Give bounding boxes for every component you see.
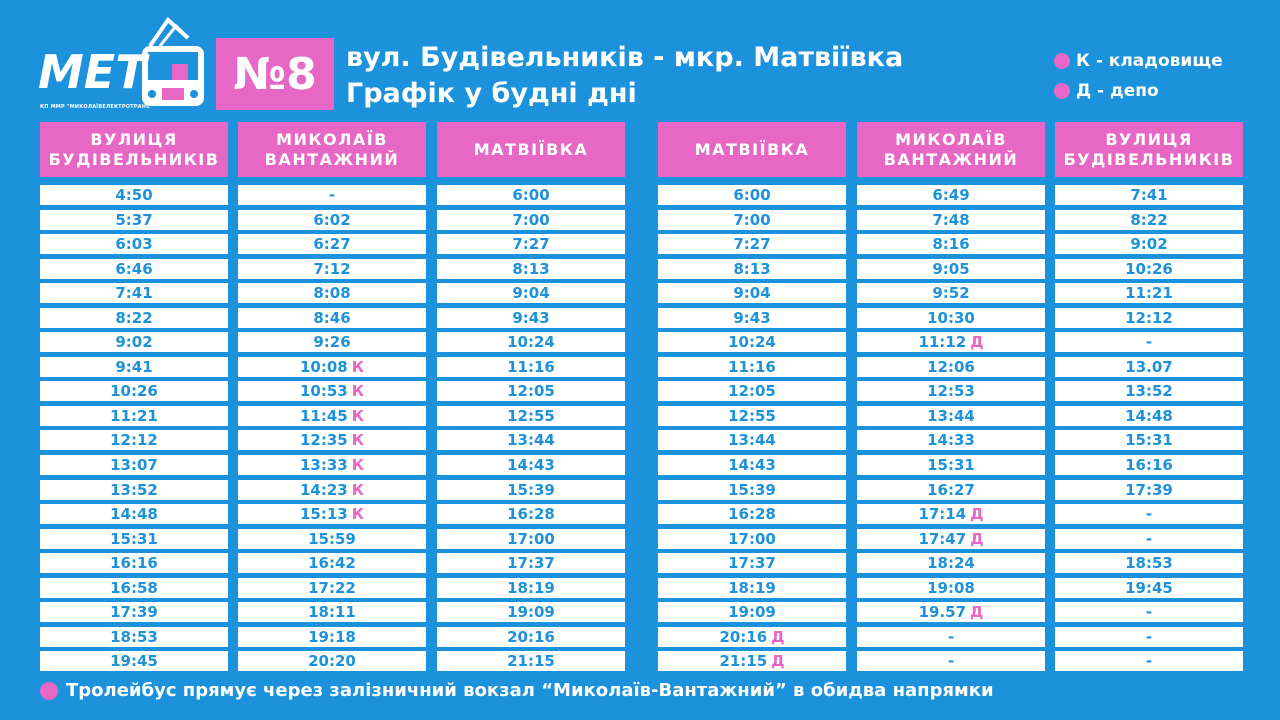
departure-time: 16:42: [308, 554, 356, 573]
time-cell: [1055, 357, 1243, 377]
legend-text: Д - депо: [1076, 81, 1159, 101]
departure-time: 12:05: [507, 382, 555, 401]
departure-time: -: [328, 186, 336, 204]
time-cell: [40, 357, 228, 377]
departure-time: 8:16: [932, 235, 970, 254]
departure-time: 15:59: [308, 529, 356, 548]
time-cell: [437, 602, 625, 622]
time-cell: [1055, 185, 1243, 205]
departure-time: 11:21: [110, 406, 158, 425]
time-cell: [40, 627, 228, 647]
schedule-column: [658, 122, 846, 676]
departure-time: 18:53: [1125, 554, 1173, 573]
departure-time: 17:00: [728, 529, 776, 548]
time-cell: [40, 381, 228, 401]
departure-time: 6:03: [115, 235, 153, 254]
route-title: [346, 40, 903, 112]
time-cell: [437, 357, 625, 377]
time-cell: [658, 357, 846, 377]
departure-time: 7:48: [932, 210, 970, 229]
departure-time: 18:19: [728, 578, 776, 597]
time-cell: [238, 283, 426, 303]
departure-time: -: [1145, 505, 1153, 524]
terminus-mark: К: [351, 505, 364, 524]
time-cell: [238, 185, 426, 205]
column-header: [238, 122, 426, 177]
schedule-type: Графік у будні дні: [346, 78, 637, 109]
departure-time: 11:12: [918, 333, 967, 352]
departure-time: 15:39: [507, 480, 555, 499]
time-cell: [1055, 455, 1243, 475]
legend-item-cemetery: [1054, 46, 1223, 76]
terminus-mark: Д: [970, 333, 984, 352]
departure-time: -: [1145, 627, 1153, 646]
departure-time: 19:09: [507, 603, 555, 622]
departure-time: 14:23: [299, 480, 348, 499]
time-cell: [40, 210, 228, 230]
departure-time: 8:13: [733, 259, 771, 278]
time-cell: [437, 185, 625, 205]
departure-time: 10:24: [507, 333, 555, 352]
departure-time: 14:33: [927, 431, 975, 450]
departure-time: 15:31: [1125, 431, 1173, 450]
column-header-line: БУДІВЕЛЬНИКІВ: [1063, 149, 1235, 169]
time-cell: [658, 283, 846, 303]
departure-time: 16:28: [728, 505, 776, 524]
column-header-line: МАТВІЇВКА: [694, 139, 810, 159]
time-cell: [238, 406, 426, 426]
departure-time: 13:52: [1125, 382, 1173, 401]
departure-time: 17:47: [918, 529, 967, 548]
departure-time: 12:12: [110, 431, 158, 450]
pink-dot-icon: [1054, 83, 1070, 99]
departure-time: 9:41: [115, 357, 153, 376]
departure-time: -: [947, 652, 955, 671]
time-cell: [437, 210, 625, 230]
schedule-column: [1055, 122, 1243, 676]
time-cell: [1055, 480, 1243, 500]
time-cell: [658, 332, 846, 352]
departure-time: 9:43: [512, 308, 550, 327]
departure-time: 6:49: [932, 186, 970, 204]
route-name: вул. Будівельників - мкр. Матвіївка: [346, 42, 904, 73]
time-cell: [437, 627, 625, 647]
departure-time: 10:26: [110, 382, 158, 401]
time-cell: [1055, 406, 1243, 426]
departure-time: 19:45: [110, 652, 158, 671]
column-header-line: ВУЛИЦЯ: [90, 129, 178, 149]
departure-time: 18:24: [927, 554, 975, 573]
departure-time: 7:12: [313, 259, 351, 278]
time-cell: [437, 430, 625, 450]
departure-time: 12:35: [299, 431, 348, 450]
logo-subtext: КП ММР "МИКОЛАЇВЕЛЕКТРОТРАНС": [40, 104, 153, 110]
departure-time: 12:06: [927, 357, 975, 376]
departure-time: 10:53: [299, 382, 348, 401]
departure-time: 13:44: [728, 431, 776, 450]
departure-time: 17:00: [507, 529, 555, 548]
time-cell: [40, 455, 228, 475]
time-cell: [437, 480, 625, 500]
terminus-mark: Д: [970, 529, 984, 548]
time-cell: [658, 651, 846, 671]
time-cell: [658, 406, 846, 426]
time-cell: [1055, 602, 1243, 622]
departure-time: 8:13: [512, 259, 550, 278]
column-header: [437, 122, 625, 177]
time-cell: [238, 381, 426, 401]
time-cell: [658, 234, 846, 254]
time-cell: [238, 332, 426, 352]
departure-time: 10:30: [927, 308, 975, 327]
column-header: [658, 122, 846, 177]
departure-time: -: [1145, 603, 1153, 622]
departure-time: 21:15: [507, 652, 555, 671]
time-cell: [238, 210, 426, 230]
departure-time: 13:44: [507, 431, 555, 450]
time-cell: [437, 406, 625, 426]
departure-time: 7:00: [512, 210, 550, 229]
footer-note: [40, 680, 994, 701]
departure-time: 15:31: [110, 529, 158, 548]
time-cell: [437, 332, 625, 352]
time-cell: [658, 259, 846, 279]
departure-time: 21:15: [719, 652, 768, 671]
terminus-mark: К: [351, 456, 364, 475]
time-cell: [238, 627, 426, 647]
departure-time: 11:45: [299, 406, 348, 425]
column-header: [857, 122, 1045, 177]
time-cell: [40, 480, 228, 500]
departure-time: 8:22: [1130, 210, 1168, 229]
time-cell: [238, 259, 426, 279]
terminus-mark: К: [351, 480, 364, 499]
time-cell: [857, 627, 1045, 647]
time-cell: [238, 529, 426, 549]
departure-time: 13.07: [1125, 357, 1173, 376]
schedule-column: [40, 122, 228, 676]
departure-time: 9:02: [115, 333, 153, 352]
departure-time: 20:16: [719, 627, 768, 646]
time-cell: [857, 430, 1045, 450]
time-cell: [658, 455, 846, 475]
departure-time: 14:48: [1125, 406, 1173, 425]
schedule-column: [238, 122, 426, 676]
time-cell: [437, 504, 625, 524]
time-cell: [1055, 578, 1243, 598]
time-cell: [1055, 504, 1243, 524]
departure-time: 17:37: [507, 554, 555, 573]
terminus-mark: К: [351, 406, 364, 425]
time-cell: [40, 185, 228, 205]
terminus-mark: Д: [771, 627, 785, 646]
time-cell: [658, 529, 846, 549]
time-cell: [40, 259, 228, 279]
time-cell: [658, 578, 846, 598]
time-cell: [857, 406, 1045, 426]
departure-time: 11:21: [1125, 284, 1173, 303]
time-cell: [658, 602, 846, 622]
legend-item-depot: [1054, 76, 1223, 106]
departure-time: 7:27: [512, 235, 550, 254]
departure-time: 9:05: [932, 259, 970, 278]
logo-letters: МЕТ: [38, 45, 147, 99]
column-header-line: ВАНТАЖНИЙ: [264, 149, 400, 169]
departure-time: 9:52: [932, 284, 970, 303]
departure-time: 16:27: [927, 480, 975, 499]
time-cell: [658, 210, 846, 230]
departure-time: 12:55: [728, 406, 776, 425]
time-cell: [857, 504, 1045, 524]
departure-time: 7:27: [733, 235, 771, 254]
time-cell: [40, 529, 228, 549]
time-cell: [40, 504, 228, 524]
departure-time: 17:14: [918, 505, 967, 524]
time-cell: [238, 553, 426, 573]
departure-time: 19.57: [918, 603, 967, 622]
terminus-mark: Д: [970, 505, 984, 524]
time-cell: [40, 602, 228, 622]
departure-time: 13:33: [299, 456, 348, 475]
schedule-column: [437, 122, 625, 676]
departure-time: -: [947, 627, 955, 646]
departure-time: 19:45: [1125, 578, 1173, 597]
departure-time: 19:09: [728, 603, 776, 622]
met-logo: [36, 6, 206, 110]
legend-text: К - кладовище: [1076, 51, 1223, 71]
departure-time: 6:00: [733, 186, 771, 204]
time-cell: [238, 234, 426, 254]
time-cell: [238, 455, 426, 475]
departure-time: 11:16: [507, 357, 555, 376]
departure-time: 6:27: [313, 235, 351, 254]
time-cell: [40, 234, 228, 254]
departure-time: 12:12: [1125, 308, 1173, 327]
departure-time: 6:02: [313, 210, 351, 229]
departure-time: 18:11: [308, 603, 356, 622]
departure-time: 18:19: [507, 578, 555, 597]
time-cell: [437, 529, 625, 549]
terminus-mark: Д: [970, 603, 984, 622]
time-cell: [658, 480, 846, 500]
time-cell: [857, 185, 1045, 205]
departure-time: -: [1145, 652, 1153, 671]
departure-time: 16:16: [110, 554, 158, 573]
departure-time: 14:43: [507, 456, 555, 475]
departure-time: 15:13: [299, 505, 348, 524]
time-cell: [857, 480, 1045, 500]
departure-time: 19:18: [308, 627, 356, 646]
time-cell: [40, 553, 228, 573]
time-cell: [1055, 651, 1243, 671]
departure-time: 7:41: [1130, 186, 1168, 204]
departure-time: 4:50: [115, 186, 153, 204]
time-cell: [238, 602, 426, 622]
time-cell: [40, 651, 228, 671]
time-cell: [1055, 627, 1243, 647]
departure-time: 9:43: [733, 308, 771, 327]
terminus-mark: К: [351, 431, 364, 450]
time-cell: [658, 430, 846, 450]
time-cell: [437, 455, 625, 475]
departure-time: 15:31: [927, 456, 975, 475]
time-cell: [238, 357, 426, 377]
time-cell: [658, 627, 846, 647]
departure-time: 17:37: [728, 554, 776, 573]
departure-time: 13:07: [110, 456, 158, 475]
time-cell: [857, 578, 1045, 598]
pink-dot-icon: [40, 682, 58, 700]
column-header-line: МАТВІЇВКА: [473, 139, 589, 159]
time-cell: [1055, 234, 1243, 254]
departure-time: 9:04: [512, 284, 550, 303]
departure-time: 11:16: [728, 357, 776, 376]
departure-time: 10:08: [299, 357, 348, 376]
time-cell: [1055, 283, 1243, 303]
time-cell: [1055, 259, 1243, 279]
time-cell: [857, 381, 1045, 401]
time-cell: [857, 283, 1045, 303]
time-cell: [857, 602, 1045, 622]
time-cell: [1055, 332, 1243, 352]
time-cell: [238, 480, 426, 500]
departure-time: 19:08: [927, 578, 975, 597]
time-cell: [40, 430, 228, 450]
time-cell: [1055, 430, 1243, 450]
time-cell: [437, 381, 625, 401]
time-cell: [40, 283, 228, 303]
column-header-line: ВУЛИЦЯ: [1105, 129, 1193, 149]
time-cell: [437, 553, 625, 573]
pink-dot-icon: [1054, 53, 1070, 69]
departure-time: 10:26: [1125, 259, 1173, 278]
time-cell: [437, 259, 625, 279]
departure-time: 13:44: [927, 406, 975, 425]
departure-time: 12:55: [507, 406, 555, 425]
departure-time: 6:46: [115, 259, 153, 278]
departure-time: 8:08: [313, 284, 351, 303]
departure-time: 20:16: [507, 627, 555, 646]
departure-time: 16:16: [1125, 456, 1173, 475]
departure-time: 17:39: [110, 603, 158, 622]
time-cell: [658, 185, 846, 205]
departure-time: 10:24: [728, 333, 776, 352]
time-cell: [658, 381, 846, 401]
departure-time: 20:20: [308, 652, 356, 671]
route-number-badge: №8: [216, 38, 334, 110]
departure-time: 6:00: [512, 186, 550, 204]
time-cell: [857, 234, 1045, 254]
departure-time: 5:37: [115, 210, 153, 229]
column-header-line: МИКОЛАЇВ: [895, 129, 1007, 149]
legend: [1054, 46, 1223, 106]
time-cell: [857, 553, 1045, 573]
departure-time: 8:46: [313, 308, 351, 327]
departure-time: 14:43: [728, 456, 776, 475]
time-cell: [238, 430, 426, 450]
time-cell: [437, 651, 625, 671]
departure-time: 12:53: [927, 382, 975, 401]
departure-time: 13:52: [110, 480, 158, 499]
terminus-mark: К: [351, 357, 364, 376]
time-cell: [1055, 529, 1243, 549]
time-cell: [238, 308, 426, 328]
departure-time: 16:58: [110, 578, 158, 597]
time-cell: [437, 283, 625, 303]
time-cell: [857, 357, 1045, 377]
departure-time: -: [1145, 333, 1153, 352]
departure-time: 16:28: [507, 505, 555, 524]
departure-time: 8:22: [115, 308, 153, 327]
time-cell: [1055, 308, 1243, 328]
schedule-column: [857, 122, 1045, 676]
time-cell: [40, 406, 228, 426]
departure-time: 14:48: [110, 505, 158, 524]
time-cell: [857, 529, 1045, 549]
column-header: [1055, 122, 1243, 177]
time-cell: [857, 259, 1045, 279]
departure-time: 12:05: [728, 382, 776, 401]
time-cell: [1055, 553, 1243, 573]
time-cell: [1055, 381, 1243, 401]
column-header-line: МИКОЛАЇВ: [276, 129, 388, 149]
time-cell: [857, 455, 1045, 475]
departure-time: 7:00: [733, 210, 771, 229]
time-cell: [40, 332, 228, 352]
time-cell: [658, 308, 846, 328]
terminus-mark: Д: [771, 652, 785, 671]
time-cell: [40, 578, 228, 598]
time-cell: [238, 578, 426, 598]
column-header-line: ВАНТАЖНИЙ: [883, 149, 1019, 169]
departure-time: 15:39: [728, 480, 776, 499]
time-cell: [437, 308, 625, 328]
time-cell: [437, 578, 625, 598]
departure-time: 18:53: [110, 627, 158, 646]
time-cell: [857, 651, 1045, 671]
departure-time: 9:02: [1130, 235, 1168, 254]
column-header-line: БУДІВЕЛЬНИКІВ: [48, 149, 220, 169]
time-cell: [40, 308, 228, 328]
column-header: [40, 122, 228, 177]
time-cell: [238, 651, 426, 671]
time-cell: [857, 332, 1045, 352]
departure-time: 17:22: [308, 578, 356, 597]
terminus-mark: К: [351, 382, 364, 401]
departure-time: 9:26: [313, 333, 351, 352]
time-cell: [857, 210, 1045, 230]
departure-time: 17:39: [1125, 480, 1173, 499]
time-cell: [857, 308, 1045, 328]
departure-time: 7:41: [115, 284, 153, 303]
departure-time: -: [1145, 529, 1153, 548]
footer-note-text: Тролейбус прямує через залізничний вокзал “Миколаїв-Вантажний” в обидва напрямки: [66, 680, 994, 701]
time-cell: [658, 553, 846, 573]
departure-time: 9:04: [733, 284, 771, 303]
time-cell: [1055, 210, 1243, 230]
time-cell: [437, 234, 625, 254]
time-cell: [238, 504, 426, 524]
time-cell: [658, 504, 846, 524]
